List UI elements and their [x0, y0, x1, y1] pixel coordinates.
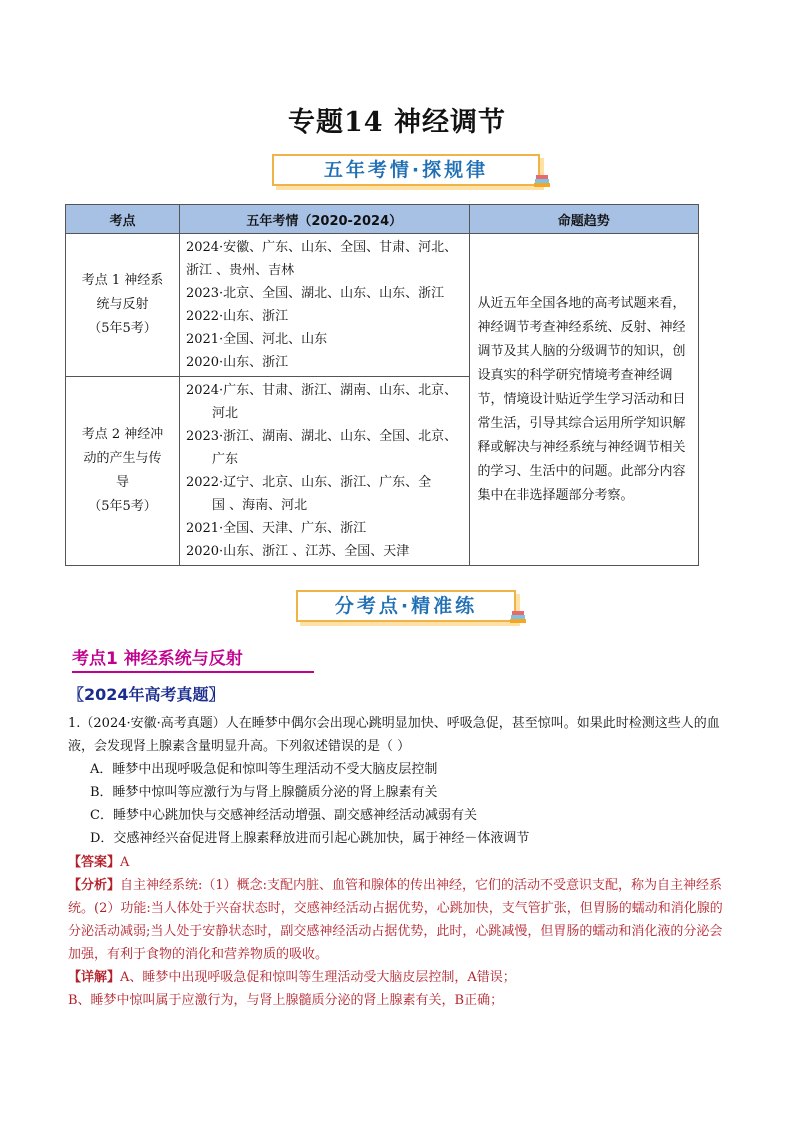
point-cell: 考点 1 神经系 统与反射 （5年5考） [66, 234, 180, 377]
answer-tag: 【答案】 [68, 855, 121, 870]
analysis-text: 自主神经系统:（1）概念:支配内脏、血管和腺体的传出神经，它们的活动不受意识支配，称为自主神经系统。(2）功能:当人体处于兴奋状态时，交感神经活动占据优势，心跳加快，支气管扩张，但胃肠的蠕动和消化腺的分泌活动减弱;当人处于安静状态时，副交感神经活动占据优势，此时，心跳减慢，但胃肠的蠕动和消化液的分泌会加强，有利于食物的消化和营养物质的吸收。 [68, 878, 723, 962]
option-c: C．睡梦中心跳加快与交感神经活动增强、副交感神经活动减弱有关 [90, 808, 477, 823]
detail-line [68, 966, 728, 989]
option-a: A．睡梦中出现呼吸急促和惊叫等生理活动不受大脑皮层控制 [90, 762, 438, 777]
header-trend: 命题趋势 [469, 205, 698, 234]
trend-cell: 从近五年全国各地的高考试题来看， 神经调节考查神经系统、反射、神经调节及其人脑的分级调节的知识，创设真实的科学研究情境考查神经调节，情境设计贴近学生学习活动和日常生活，引导其综合运用所学知识解释或解决与神经系统与神经调节相关的学习、生活中的问题。此部分内容集中在非选择题部分考察。 [469, 234, 698, 566]
section-underline [72, 671, 314, 673]
detail-tag: 【详解】 [68, 970, 121, 985]
option-d: D．交感神经兴奋促进肾上腺素释放进而引起心跳加快，属于神经－体液调节 [90, 831, 530, 846]
table-row [66, 234, 699, 377]
years-cell: 2024·安徽、广东、山东、全国、甘肃、河北、 浙江 、贵州、吉林 2023·北京、全国、湖北、山东、山东、浙江 2022·山东、浙江 2021·全国、河北、山东 2020·山东、浙江 [179, 234, 469, 377]
analysis-tag: 【分析】 [68, 878, 121, 893]
header-point: 考点 [66, 205, 180, 234]
answer-line [68, 851, 728, 874]
practice-banner-text: 分考点·精准练 [334, 595, 478, 617]
answer-block [68, 851, 728, 1012]
books-icon [508, 608, 528, 626]
page-title: 专题14 神经调节 [288, 107, 506, 138]
answer-value: A [120, 855, 130, 870]
option-b: B．睡梦中惊叫等应激行为与肾上腺髓质分泌的肾上腺素有关 [90, 785, 438, 800]
detail-a: A、睡梦中出现呼吸急促和惊叫等生理活动受大脑皮层控制，A错误； [120, 970, 516, 985]
question-block [68, 712, 728, 850]
detail-b: B、睡梦中惊叫属于应激行为，与肾上腺髓质分泌的肾上腺素有关，B正确； [68, 993, 504, 1008]
exam-summary-table [65, 204, 699, 566]
question-stem: 1.（2024·安徽·高考真题）人在睡梦中偶尔会出现心跳明显加快、呼吸急促，甚至惊叫。如果此时检测这些人的血液，会发现肾上腺素含量明显升高。下列叙述错误的是（ ） [68, 716, 720, 754]
subsection-heading: 〖2024年高考真题〗 [68, 685, 225, 704]
header-years: 五年考情（2020-2024） [179, 205, 469, 234]
five-year-banner-text: 五年考情·探规律 [323, 159, 489, 181]
point-cell: 考点 2 神经冲 动的产生与传 导 （5年5考） [66, 377, 180, 566]
books-icon [532, 172, 552, 190]
years-cell: 2024·广东、甘肃、浙江、湖南、山东、北京、 河北 2023·浙江、湖南、湖北、山东、全国、北京、 广东 2022·辽宁、北京、山东、浙江、广东、全 国 、海南、河北 2021·全国、天津、广东、浙江 2020·山东、浙江 、江苏、全国、天津 [179, 377, 469, 566]
five-year-banner [272, 154, 540, 186]
practice-banner [296, 590, 516, 622]
section-heading: 考点1 神经系统与反射 [72, 644, 314, 673]
analysis-line [68, 874, 728, 966]
